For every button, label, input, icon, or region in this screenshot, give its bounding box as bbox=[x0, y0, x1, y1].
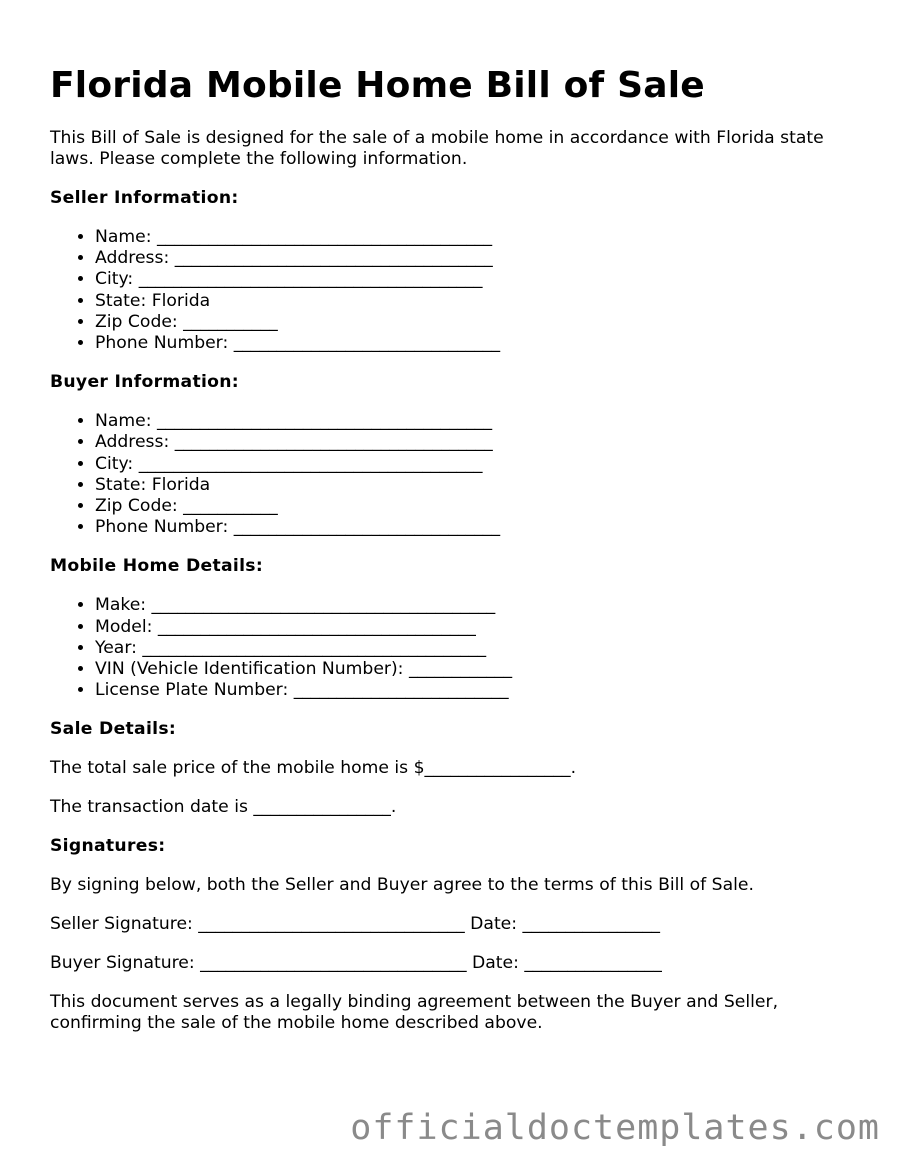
buyer-name-field: • Name: _______________________________________ bbox=[95, 411, 870, 432]
home-details-list bbox=[50, 595, 870, 701]
home-plate-field: • License Plate Number: _________________________ bbox=[95, 680, 870, 701]
document-page bbox=[50, 60, 870, 1052]
seller-state-field: • State: Florida bbox=[95, 291, 870, 312]
signatures-heading: Signatures: bbox=[50, 836, 166, 857]
buyer-list bbox=[50, 411, 870, 538]
sale-details-heading: Sale Details: bbox=[50, 719, 177, 740]
sale-price-line: The total sale price of the mobile home is $_________________. bbox=[50, 758, 577, 779]
buyer-heading: Buyer Information: bbox=[50, 372, 239, 393]
closing-paragraph: This document serves as a legally binding agreement between the Buyer and Seller, confirming the sale of the mobile home described above. bbox=[50, 992, 779, 1034]
buyer-address-field: • Address: _____________________________________ bbox=[95, 432, 870, 453]
home-details-heading: Mobile Home Details: bbox=[50, 556, 264, 577]
seller-city-field: • City: ________________________________________ bbox=[95, 269, 870, 290]
seller-address-field: • Address: _____________________________________ bbox=[95, 248, 870, 269]
home-year-field: • Year: ________________________________________ bbox=[95, 638, 870, 659]
seller-name-field: • Name: _______________________________________ bbox=[95, 227, 870, 248]
seller-heading: Seller Information: bbox=[50, 188, 239, 208]
page-title: Florida Mobile Home Bill of Sale bbox=[50, 65, 705, 106]
buyer-state-field: • State: Florida bbox=[95, 475, 870, 496]
buyer-signature-line: Buyer Signature: _______________________________ Date: ________________ bbox=[50, 953, 662, 974]
seller-list bbox=[50, 227, 870, 354]
seller-signature-line: Seller Signature: _______________________________ Date: ________________ bbox=[50, 914, 661, 935]
buyer-zip-field: • Zip Code: ___________ bbox=[95, 496, 870, 517]
agreement-statement: By signing below, both the Seller and Buyer agree to the terms of this Bill of Sale. bbox=[50, 875, 754, 896]
buyer-phone-field: • Phone Number: _______________________________ bbox=[95, 517, 870, 538]
home-model-field: • Model: _____________________________________ bbox=[95, 617, 870, 638]
buyer-city-field: • City: ________________________________________ bbox=[95, 454, 870, 475]
home-vin-field: • VIN (Vehicle Identification Number): ____________ bbox=[95, 659, 870, 680]
seller-zip-field: • Zip Code: ___________ bbox=[95, 312, 870, 333]
seller-phone-field: • Phone Number: _______________________________ bbox=[95, 333, 870, 354]
intro-paragraph: This Bill of Sale is designed for the sale of a mobile home in accordance with Florida state laws. Please complete the following information. bbox=[50, 128, 824, 169]
transaction-date-line: The transaction date is ________________. bbox=[50, 797, 397, 818]
watermark-text: officialdoctemplates.com bbox=[350, 1108, 880, 1148]
home-make-field: • Make: ________________________________________ bbox=[95, 595, 870, 616]
